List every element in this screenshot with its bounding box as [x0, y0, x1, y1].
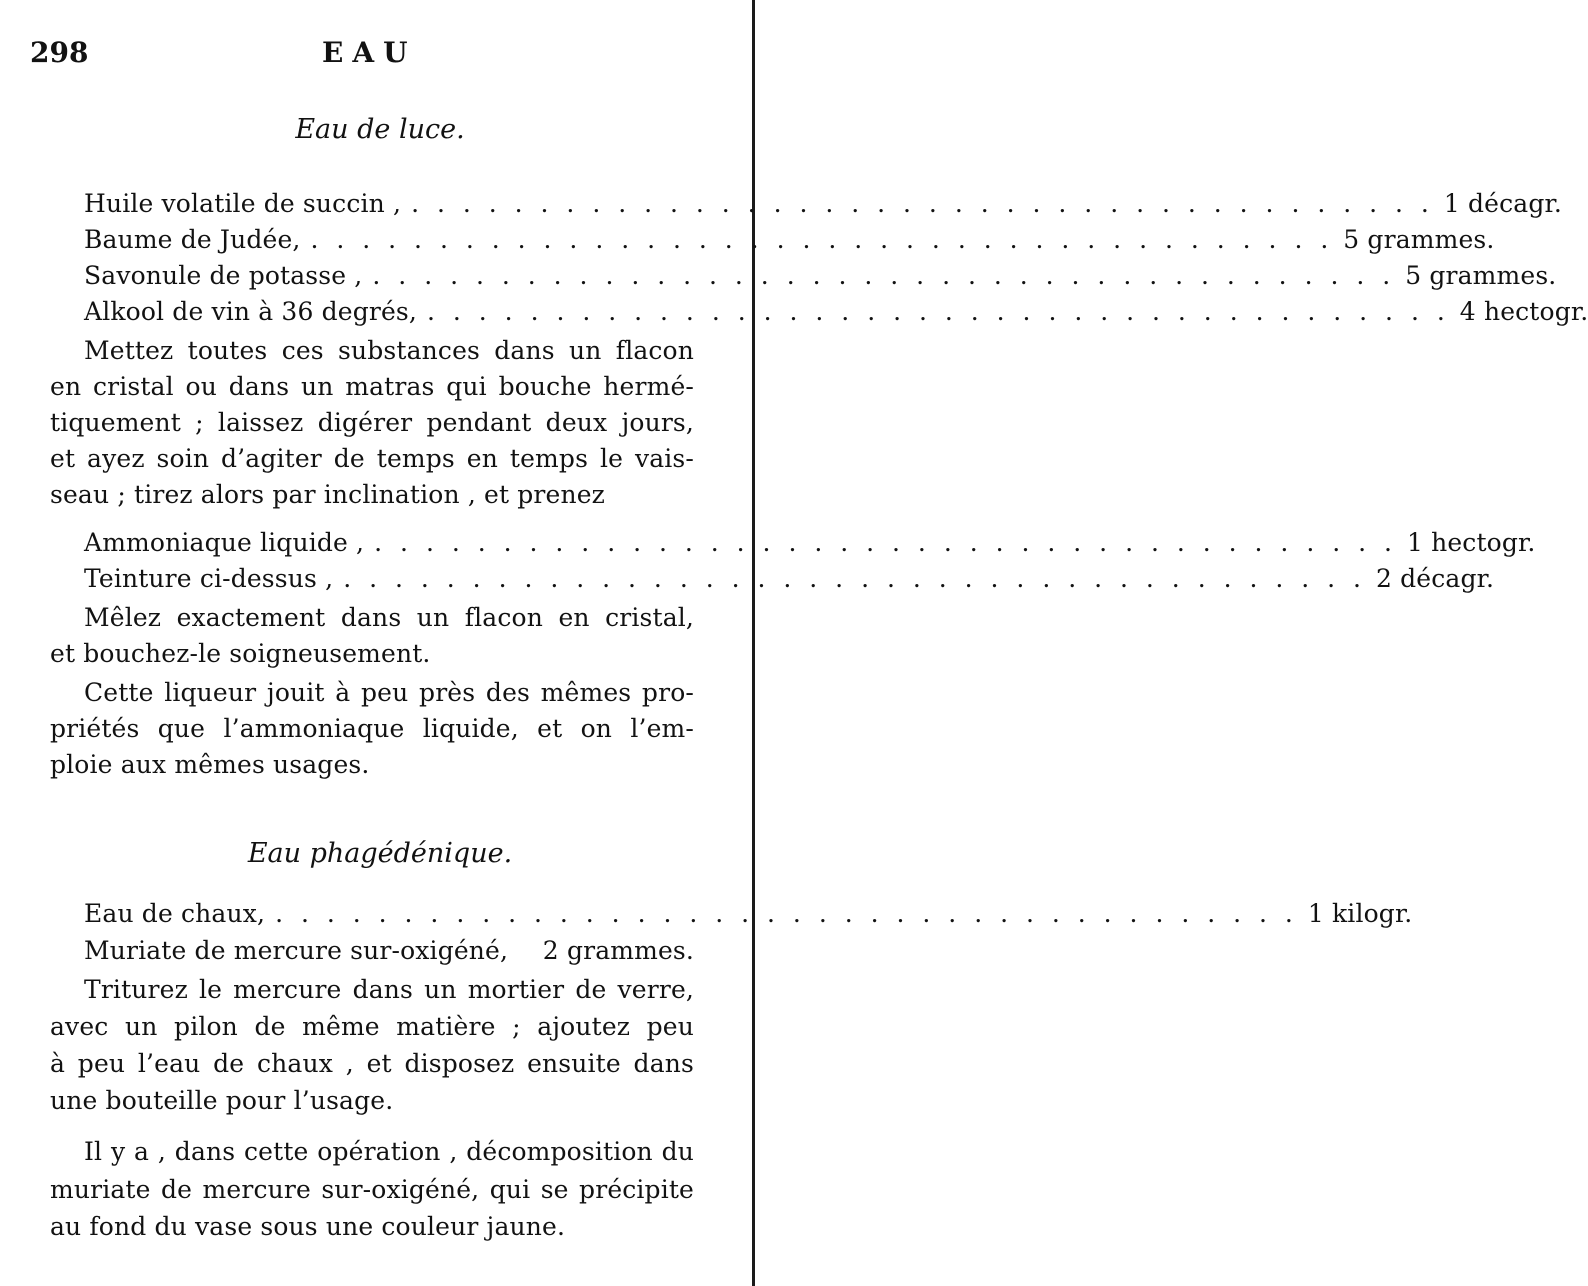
leader-dots: . . . . . . . . . . . . . . . . . . . . . . . . . . . . . . . . . . . . . . . .	[374, 528, 1397, 557]
leader-dots: . . . . . . . . . . . . . . . . . . . . . . . . . . . . . . . . . . . . . . . .	[411, 189, 1434, 218]
page-number: 298	[30, 36, 89, 69]
ingredient-line	[84, 258, 1557, 294]
ingredient-amount: 2 décagr.	[1376, 564, 1495, 593]
body-text-line: muriate de mercure sur-oxigéné, qui se précipite	[50, 1175, 694, 1204]
body-text-line: et bouchez-le soigneusement.	[50, 639, 431, 668]
ingredient-line	[84, 294, 1588, 330]
ingredient-name: Ammoniaque liquide ,	[84, 528, 365, 557]
ingredient-line	[84, 222, 1495, 258]
leader-dots: . . . . . . . . . . . . . . . . . . . . . . . . . . . . . . . . . . . . . . . .	[427, 297, 1450, 326]
ingredient-name: Baume de Judée,	[84, 225, 301, 254]
ingredient-name: Eau de chaux,	[84, 899, 266, 928]
body-text-line: Il y a , dans cette opération , décomposition du	[84, 1137, 694, 1166]
ingredient-name: Huile volatile de succin ,	[84, 189, 402, 218]
ingredient-line	[84, 186, 1562, 222]
ingredient-line	[84, 561, 1495, 597]
ingredient-name: Savonule de potasse ,	[84, 261, 363, 290]
body-text-line: à peu l’eau de chaux , et disposez ensuite dans	[50, 1049, 694, 1078]
body-text-line: une bouteille pour l’usage.	[50, 1086, 394, 1115]
section-title-eau-de-luce: Eau de luce.	[295, 114, 465, 145]
body-text-line: en cristal ou dans un matras qui bouche hermé-	[50, 372, 694, 401]
ingredient-name: Alkool de vin à 36 degrés,	[84, 297, 417, 326]
ingredient-line	[84, 525, 1536, 561]
body-text-line: ploie aux mêmes usages.	[50, 750, 370, 779]
leader-dots: . . . . . . . . . . . . . . . . . . . . . . . . . . . . . . . . . . . . . . . .	[310, 225, 1334, 254]
ingredient-amount: 1 kilogr.	[1307, 899, 1413, 928]
ingredient-amount: 5 grammes.	[1343, 225, 1495, 254]
body-text-line: Mettez toutes ces substances dans un flacon	[84, 336, 694, 365]
ingredient-line	[84, 933, 694, 969]
body-text-line: tiquement ; laissez digérer pendant deux jours,	[50, 408, 694, 437]
ingredient-amount: 4 hectogr.	[1459, 297, 1588, 326]
body-text-line: Mêlez exactement dans un flacon en cristal,	[84, 603, 694, 632]
body-text-line: Triturez le mercure dans un mortier de verre,	[84, 975, 694, 1004]
leader-dots: . . . . . . . . . . . . . . . . . . . . . . . . . . . . . . . . . . . . . . . .	[372, 261, 1396, 290]
ingredient-line	[84, 896, 1413, 932]
body-text-line: et ayez soin d’agiter de temps en temps le vais-	[50, 444, 694, 473]
leader-dots: . . . . . . . . . . . . . . . . . . . . . . . . . . . . . . . . . . . . . . . .	[275, 899, 1298, 928]
ingredient-amount: 1 décagr.	[1443, 189, 1562, 218]
ingredient-amount: 1 hectogr.	[1406, 528, 1536, 557]
ingredient-name: Muriate de mercure sur-oxigéné,	[84, 936, 509, 965]
ingredient-name: Teinture ci-dessus ,	[84, 564, 334, 593]
body-text-line: avec un pilon de même matière ; ajoutez peu	[50, 1012, 694, 1041]
leader-dots: . . . . . . . . . . . . . . . . . . . . . . . . . . . . . . . . . . . . . . . .	[343, 564, 1366, 593]
running-title: EAU	[322, 36, 417, 69]
ingredient-amount: 5 grammes.	[1405, 261, 1557, 290]
body-text-line: priétés que l’ammoniaque liquide, et on l’em-	[50, 714, 694, 743]
ingredient-amount: 2 grammes.	[542, 936, 694, 965]
body-text-line: au fond du vase sous une couleur jaune.	[50, 1212, 566, 1241]
body-text-line: seau ; tirez alors par inclination , et prenez	[50, 480, 605, 509]
section-title-eau-phagedenique: Eau phagédénique.	[247, 838, 513, 869]
body-text-line: Cette liqueur jouit à peu près des mêmes pro-	[84, 678, 694, 707]
